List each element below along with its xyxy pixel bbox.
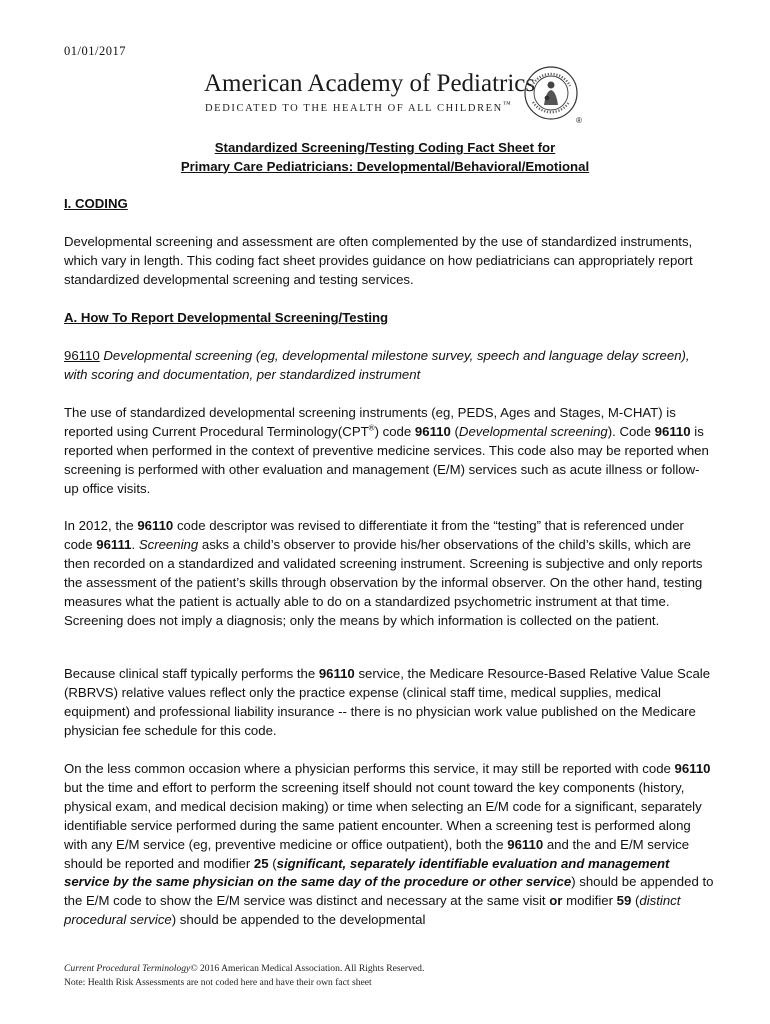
document-title <box>0 139 770 176</box>
organization-name: American Academy of Pediatrics <box>204 70 536 97</box>
emphasis-or: or <box>549 893 563 909</box>
code-reference: 96110 <box>507 836 544 852</box>
code-descriptor-text: Developmental screening (eg, developmental milestone survey, speech and language delay screen), with scoring and documentation, per standardized instrument <box>64 348 690 382</box>
code-reference: 96110 <box>414 423 451 439</box>
copyright-text: © 2016 American Medical Association. All Rights Reserved. <box>190 963 425 974</box>
seal-registered-mark: ® <box>576 116 582 124</box>
modifier-description: significant, separately identifiable evaluation and management service by the same physician on the same day of the procedure or other service <box>64 855 670 890</box>
text-run: ( <box>631 893 640 909</box>
rbrvs-paragraph <box>64 665 714 741</box>
code-reference: 96110 <box>318 666 355 681</box>
descriptor-revision-paragraph <box>64 517 714 630</box>
modifier-reference: 59 <box>616 893 632 909</box>
text-run: . <box>131 536 139 552</box>
code-descriptor-paragraph <box>64 347 714 385</box>
text-run: ) code <box>374 423 415 439</box>
text-run: asks a child’s observer to provide his/her observations of the child’s skills, which are then recorded on a standardized and validated screening instrument. Screening is subjective and only reports the assessment of the patient’s skills through observation by the informal observer. On the other hand, testing measures what the patient is actually able to do on a standardized psychometric instrument at that time. Screening does not imply a diagnosis; only the means by which information is collected on the patient. <box>64 536 703 628</box>
footer-note: Note: Health Risk Assessments are not coded here and have their own fact sheet <box>64 976 372 988</box>
tagline-text: DEDICATED TO THE HEALTH OF ALL CHILDREN <box>205 103 503 114</box>
modifier-reference: 25 <box>253 855 269 871</box>
registered-mark: ® <box>368 423 375 433</box>
code-96110-label: 96110 <box>64 348 100 363</box>
modifier-description: distinct procedural service <box>64 893 681 928</box>
tagline-trademark: ™ <box>502 99 513 109</box>
page-footer <box>64 962 424 989</box>
text-run: ) should be appended to the E/M code to show the E/M service was distinct and necessary at the same visit <box>64 874 714 909</box>
code-reference: 96111 <box>96 536 132 552</box>
code-reference: 96110 <box>674 761 711 776</box>
subsection-heading: A. How To Report Developmental Screening/Testing <box>64 310 389 325</box>
code-name: Developmental screening <box>458 423 608 439</box>
organization-tagline <box>205 99 513 114</box>
text-run: code descriptor was revised to differentiate it from the “testing” that is referenced under code <box>64 518 684 552</box>
aap-logo <box>204 70 599 124</box>
text-run: but the time and effort to perform the screening itself should not count toward the key components (history, physical exam, and medical decision making) or time when selecting an E/M code for a significant, separately identifiable service performed during the same patient encounter. When a screening test is performed along with any E/M service (eg, preventive medicine or office outpatient), both the <box>64 779 702 852</box>
text-run: is reported when performed in the context of preventive medicine services. This code also may be reported when screening is performed with other evaluation and management (E/M) services such as acute illness or follow-up office visits. <box>64 423 709 496</box>
document-date: 01/01/2017 <box>64 44 126 58</box>
text-run: modifier <box>562 893 617 909</box>
term-screening: Screening <box>138 536 199 552</box>
text-run: The use of standardized developmental screening instruments (eg, PEDS, Ages and Stages, M-CHAT) is reported using Current Procedural Terminology(CPT <box>64 405 676 439</box>
text-run: ). Code <box>607 423 655 439</box>
section-heading: I. CODING <box>64 196 128 211</box>
copyright-line <box>64 962 424 976</box>
title-line-2: Primary Care Pediatricians: Developmental/Behavioral/Emotional <box>180 158 590 174</box>
code-reference: 96110 <box>654 423 691 439</box>
text-run: ( <box>450 423 459 439</box>
intro-paragraph: Developmental screening and assessment are often complemented by the use of standardized instruments, which vary in length. This coding fact sheet provides guidance on how pediatricians can appropriately report standardized developmental screening and testing services. <box>64 234 693 287</box>
text-run: Because clinical staff typically performs the <box>64 666 319 681</box>
text-run: On the less common occasion where a physician performs this service, it may still be reported with code <box>64 761 675 776</box>
text-run: ( <box>268 855 277 871</box>
text-run: In 2012, the <box>64 518 138 533</box>
text-run: ) should be appended to the developmental <box>171 912 426 928</box>
cpt-name: Current Procedural Terminology <box>64 963 191 974</box>
aap-seal-icon <box>522 64 582 124</box>
title-line-1: Standardized Screening/Testing Coding Fact Sheet for <box>214 140 556 155</box>
text-run: and the and E/M service should be reported and modifier <box>64 836 690 871</box>
usage-paragraph <box>64 404 714 499</box>
text-run: service, the Medicare Resource-Based Relative Value Scale (RBRVS) relative values reflect only the practice expense (clinical staff time, medical supplies, medical equipment) and professional liability insurance -- there is no physician work value published on the Medicare physician fee schedule for this code. <box>64 666 711 738</box>
code-reference: 96110 <box>137 518 174 533</box>
physician-service-paragraph <box>64 760 714 930</box>
